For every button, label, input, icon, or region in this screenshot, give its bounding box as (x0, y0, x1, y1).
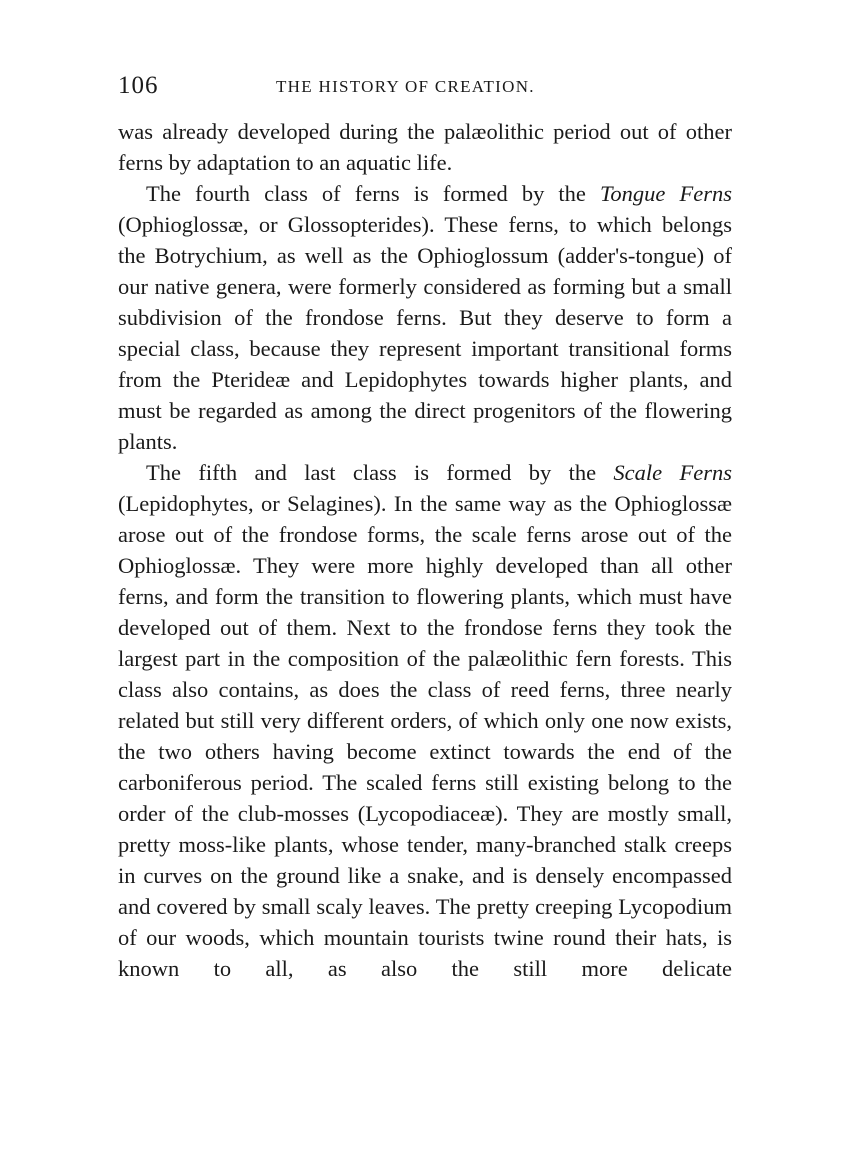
running-title: THE HISTORY OF CREATION. (276, 77, 535, 96)
italic-term-tongue-ferns: Tongue Ferns (599, 181, 732, 206)
running-head (118, 72, 732, 106)
paragraph-scale-ferns (118, 457, 732, 984)
paragraph-continuation (118, 116, 732, 178)
paragraph-text: (Lepidophytes, or Selagines). In the same way as the Ophioglossæ arose out of the frondose forms, the scale ferns arose out of the Ophioglossæ. They were more highly developed than all other ferns, and form the transition to flowering plants, which must have developed out of them. Next to the frondose ferns they took the largest part in the composition of the palæolithic fern forests. This class also contains, as does the class of reed ferns, three nearly related but still very different orders, of which only one now exists, the two others having become extinct towards the end of the carboniferous period. The scaled ferns still existing belong to the order of the club-mosses (Lycopodiaceæ). They are mostly small, pretty moss-like plants, whose tender, many-branched stalk creeps in curves on the ground like a snake, and is densely encompassed and covered by small scaly leaves. The pretty creeping Lycopodium of our woods, which mountain tourists twine round their hats, is known to all, as also the still more delicate (118, 491, 732, 981)
italic-term-scale-ferns: Scale Ferns (613, 460, 733, 485)
paragraph-text: was already developed during the palæolithic period out of other ferns by adaptation to an aquatic life. (118, 119, 732, 175)
paragraph-text: The fourth class of ferns is formed by the (146, 181, 600, 206)
page-number: 106 (118, 72, 159, 99)
paragraph-text: (Ophioglossæ, or Glossopterides). These ferns, to which belongs the Botrychium, as well as the Ophioglossum (adder's-tongue) of our native genera, were formerly considered as forming but a small subdivision of the frondose ferns. But they deserve to form a special class, because they represent important transitional forms from the Pterideæ and Lepidophytes towards higher plants, and must be regarded as among the direct progenitors of the flowering plants. (118, 212, 732, 454)
book-page (118, 72, 732, 984)
paragraph-text: The fifth and last class is formed by the (146, 460, 614, 485)
paragraph-tongue-ferns (118, 178, 732, 457)
